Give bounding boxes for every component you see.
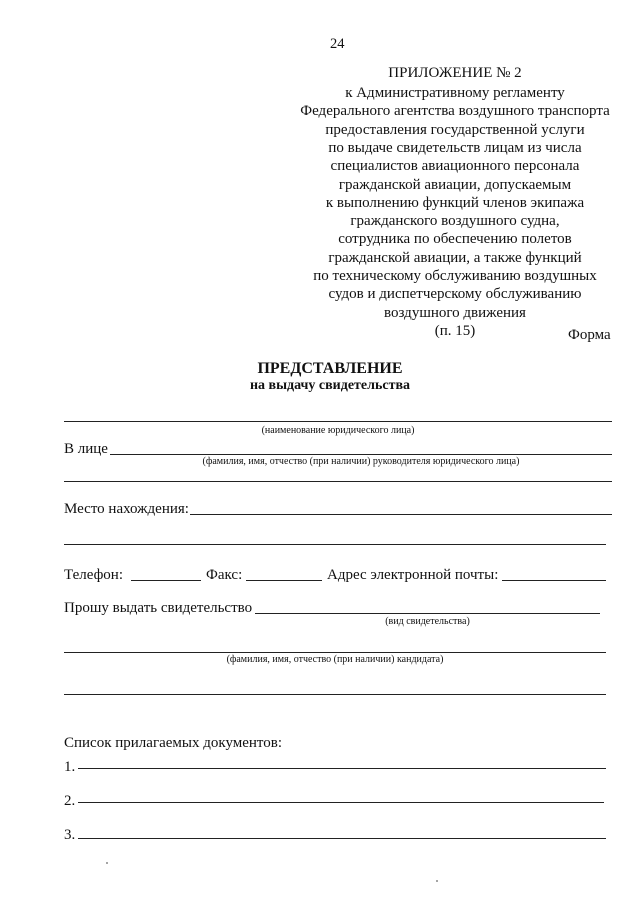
appendix-line: по техническому обслуживанию воздушных xyxy=(313,268,597,284)
location-field[interactable] xyxy=(190,514,612,515)
certificate-type-caption: (вид свидетельства) xyxy=(385,616,470,627)
fax-label: Факс: xyxy=(206,567,243,583)
doc-number-3: 3. xyxy=(64,827,76,843)
appendix-line: к выполнению функций членов экипажа xyxy=(325,194,585,211)
org-name-caption: (наименование юридического лица) xyxy=(261,425,415,436)
appendix-line: предоставления государственной услуги xyxy=(325,121,585,138)
appendix-line: (п. 15) xyxy=(434,322,476,339)
location-label: Место нахождения: xyxy=(64,501,189,517)
org-name-field[interactable] xyxy=(64,421,612,422)
form-label: Форма xyxy=(568,327,611,343)
email-label: Адрес электронной почты: xyxy=(327,567,499,583)
appendix-title: ПРИЛОЖЕНИЕ № 2 xyxy=(388,65,522,81)
document-title: ПРЕДСТАВЛЕНИЕ xyxy=(257,360,403,377)
scan-speck xyxy=(106,862,108,864)
document-subtitle: на выдачу свидетельства xyxy=(249,378,411,393)
doc-number-2: 2. xyxy=(64,793,76,809)
certificate-type-field[interactable] xyxy=(255,613,600,614)
scan-speck xyxy=(436,880,438,882)
documents-label: Список прилагаемых документов: xyxy=(64,735,283,751)
location-field-2[interactable] xyxy=(64,544,606,545)
page-number: 24 xyxy=(330,36,345,52)
doc-field-2[interactable] xyxy=(78,802,604,803)
appendix-line: сотрудника по обеспечению полетов xyxy=(338,231,572,248)
doc-field-3[interactable] xyxy=(78,838,606,839)
doc-number-1: 1. xyxy=(64,759,76,775)
fax-field[interactable] xyxy=(246,580,322,581)
candidate-field[interactable] xyxy=(64,652,606,653)
represented-by-field[interactable] xyxy=(110,454,612,455)
request-label: Прошу выдать свидетельство xyxy=(64,600,253,616)
represented-by-label: В лице xyxy=(64,441,108,457)
appendix-line: судов и диспетчерскому обслуживанию xyxy=(328,286,582,303)
appendix-line: гражданского воздушного судна, xyxy=(350,213,560,230)
appendix-line: гражданской авиации, а также функций xyxy=(328,249,582,266)
candidate-caption: (фамилия, имя, отчество (при наличии) кандидата) xyxy=(226,654,444,665)
candidate-field-2[interactable] xyxy=(64,694,606,695)
doc-field-1[interactable] xyxy=(78,768,606,769)
appendix-line: воздушного движения xyxy=(384,304,526,321)
appendix-line: по выдаче свидетельств лицам из числа xyxy=(328,139,582,156)
appendix-line: Федерального агентства воздушного транспорта xyxy=(300,103,610,120)
represented-by-field-2[interactable] xyxy=(64,481,612,482)
appendix-line: специалистов авиационного персонала xyxy=(330,158,580,175)
appendix-line: гражданской авиации, допускаемым xyxy=(338,176,572,193)
email-field[interactable] xyxy=(502,580,606,581)
phone-label: Телефон: xyxy=(64,567,123,583)
phone-field[interactable] xyxy=(131,580,201,581)
appendix-line: к Административному регламенту xyxy=(345,85,565,101)
represented-by-caption: (фамилия, имя, отчество (при наличии) руководителя юридического лица) xyxy=(202,456,520,467)
